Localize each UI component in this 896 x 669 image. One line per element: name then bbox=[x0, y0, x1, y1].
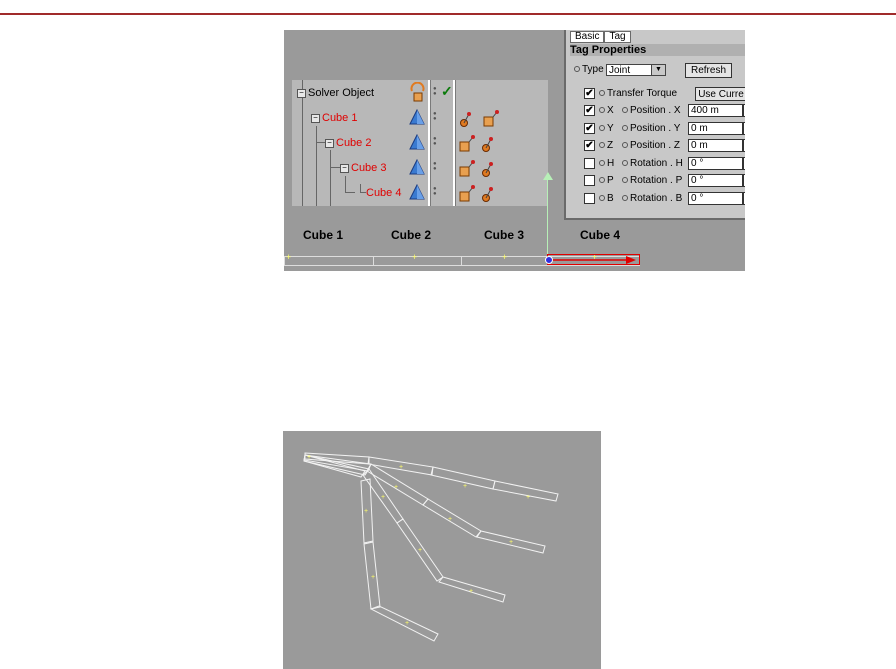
axis-checkbox-y[interactable]: ✔ bbox=[585, 122, 594, 134]
keyframe-radio-icon[interactable] bbox=[599, 107, 605, 113]
axis-checkbox-p[interactable] bbox=[584, 175, 595, 186]
polygon-object-icon bbox=[408, 184, 426, 202]
x-axis-handle[interactable] bbox=[544, 254, 644, 266]
keyframe-radio-icon[interactable] bbox=[622, 107, 628, 113]
keyframe-radio-icon[interactable] bbox=[599, 125, 605, 131]
svg-text:+: + bbox=[405, 620, 410, 627]
attribute-tabs bbox=[570, 30, 631, 42]
visibility-dots-icon[interactable]: ● ● bbox=[433, 86, 437, 97]
keyframe-radio-icon[interactable] bbox=[599, 142, 605, 148]
joint-tags-icon[interactable] bbox=[458, 184, 502, 204]
value-stepper[interactable] bbox=[743, 104, 745, 117]
tree-line bbox=[330, 167, 340, 168]
svg-text:+: + bbox=[364, 508, 369, 515]
parameter-name: Position . Y bbox=[630, 122, 681, 134]
axis-checkbox-x[interactable]: ✔ bbox=[585, 105, 594, 116]
value-stepper[interactable] bbox=[743, 192, 745, 205]
parameter-name: Rotation . P bbox=[630, 175, 683, 186]
tab-tag[interactable]: Tag bbox=[604, 31, 630, 43]
chevron-down-icon[interactable]: ▼ bbox=[651, 65, 665, 75]
axis-checkbox-h[interactable] bbox=[584, 158, 595, 169]
bent-chains-wireframe bbox=[283, 431, 601, 669]
collapse-icon[interactable]: − bbox=[325, 139, 334, 148]
parameter-label bbox=[620, 158, 683, 169]
type-select-value: Joint bbox=[609, 65, 631, 76]
parameter-label bbox=[620, 175, 682, 186]
transfer-torque-checkbox[interactable]: ✔ bbox=[585, 88, 594, 99]
segment-divider bbox=[284, 256, 285, 266]
svg-text:+: + bbox=[469, 588, 474, 595]
pivot-marker-icon: + bbox=[412, 252, 418, 262]
ik-result-viewport bbox=[283, 431, 601, 669]
tree-item-cube-4[interactable] bbox=[366, 184, 401, 202]
object-manager bbox=[292, 80, 548, 206]
refresh-button[interactable]: Refresh bbox=[685, 63, 732, 78]
collapse-icon[interactable]: − bbox=[340, 164, 349, 173]
keyframe-radio-icon[interactable] bbox=[622, 177, 628, 183]
y-axis-handle[interactable] bbox=[547, 176, 548, 260]
tree-line bbox=[345, 192, 355, 193]
keyframe-radio-icon[interactable] bbox=[599, 195, 605, 201]
visibility-dots-icon[interactable]: ● ● bbox=[433, 111, 437, 122]
axis-label bbox=[597, 123, 614, 134]
pivot-marker-icon: + bbox=[502, 252, 508, 262]
keyframe-radio-icon[interactable] bbox=[599, 160, 605, 166]
axis-label bbox=[597, 158, 614, 169]
axis-label bbox=[597, 140, 613, 151]
keyframe-radio-icon[interactable] bbox=[622, 195, 628, 201]
visibility-dots-icon[interactable]: ● ● bbox=[433, 186, 437, 197]
editor-screenshot bbox=[284, 30, 745, 271]
keyframe-radio-icon[interactable] bbox=[622, 125, 628, 131]
parameter-value-field[interactable]: 0 ° bbox=[688, 157, 743, 170]
type-row bbox=[572, 64, 604, 75]
tree-line bbox=[345, 176, 346, 192]
svg-text:+: + bbox=[394, 484, 399, 491]
parameter-label bbox=[620, 193, 682, 204]
parameter-value-field[interactable]: 400 m bbox=[688, 104, 743, 117]
parameter-value-field[interactable]: 0 m bbox=[688, 139, 743, 152]
page-header-rule bbox=[0, 13, 896, 15]
collapse-icon[interactable]: − bbox=[311, 114, 320, 123]
parameter-value-field[interactable]: 0 m bbox=[688, 122, 743, 135]
svg-text:+: + bbox=[371, 574, 376, 581]
axis-letter: B bbox=[607, 192, 614, 204]
parameter-name: Rotation . B bbox=[630, 192, 683, 204]
value-stepper[interactable] bbox=[743, 139, 745, 152]
svg-text:+: + bbox=[381, 494, 386, 501]
tree-item-label: Cube 3 bbox=[351, 162, 387, 174]
parameter-name: Position . Z bbox=[630, 140, 681, 151]
svg-text:+: + bbox=[526, 494, 531, 501]
solver-object-icon bbox=[408, 82, 428, 104]
parameter-label bbox=[620, 140, 680, 151]
tree-item-cube-1[interactable] bbox=[311, 109, 357, 127]
enabled-check-icon[interactable]: ✓ bbox=[441, 83, 453, 99]
joint-tags-icon[interactable] bbox=[458, 134, 502, 154]
tree-item-cube-3[interactable] bbox=[340, 159, 386, 177]
tree-item-solver-object[interactable] bbox=[297, 84, 374, 102]
axis-letter: H bbox=[607, 157, 615, 169]
viewport-label-cube-1: Cube 1 bbox=[303, 228, 344, 242]
tree-item-label: Cube 4 bbox=[366, 187, 402, 199]
tree-item-label: Solver Object bbox=[308, 87, 375, 99]
keyframe-radio-icon[interactable] bbox=[599, 177, 605, 183]
tree-line bbox=[360, 184, 361, 192]
axis-label bbox=[597, 175, 614, 186]
value-stepper[interactable] bbox=[743, 157, 745, 170]
polygon-object-icon bbox=[408, 109, 426, 127]
svg-text:+: + bbox=[399, 464, 404, 471]
use-current-button[interactable]: Use Curre bbox=[695, 87, 745, 101]
transfer-torque-label bbox=[597, 88, 677, 99]
column-separator bbox=[428, 80, 431, 206]
parameter-label bbox=[620, 105, 681, 116]
axis-checkbox-b[interactable] bbox=[584, 193, 595, 204]
viewport-label-cube-2: Cube 2 bbox=[391, 228, 432, 242]
keyframe-radio-icon[interactable] bbox=[622, 142, 628, 148]
parameter-name: Position . X bbox=[630, 105, 681, 116]
tree-line bbox=[330, 150, 331, 206]
tree-line bbox=[316, 126, 317, 206]
tab-basic[interactable]: Basic bbox=[570, 31, 604, 43]
type-select[interactable] bbox=[606, 64, 666, 76]
tree-item-cube-2[interactable] bbox=[325, 134, 371, 152]
parameter-value-field[interactable]: 0 ° bbox=[688, 192, 743, 205]
attribute-manager bbox=[564, 30, 745, 220]
axis-letter: X bbox=[607, 105, 614, 116]
joint-tags-icon[interactable] bbox=[458, 159, 502, 179]
value-stepper[interactable] bbox=[743, 122, 745, 135]
polygon-object-icon bbox=[408, 134, 426, 152]
axis-letter: P bbox=[607, 175, 614, 186]
column-separator bbox=[453, 80, 456, 206]
pivot-marker-icon: + bbox=[592, 252, 598, 262]
segment-divider bbox=[461, 256, 462, 266]
svg-text:+: + bbox=[463, 483, 468, 490]
axis-label bbox=[597, 193, 614, 204]
svg-text:+: + bbox=[307, 454, 312, 461]
viewport-label-cube-3: Cube 3 bbox=[484, 228, 525, 242]
parameter-label bbox=[620, 123, 680, 134]
x-axis-arrow-icon bbox=[626, 256, 636, 264]
parameter-value-field[interactable]: 0 ° bbox=[688, 174, 743, 187]
polygon-object-icon bbox=[408, 159, 426, 177]
joint-tags-icon[interactable] bbox=[458, 109, 502, 129]
svg-text:+: + bbox=[509, 539, 514, 546]
tree-item-label: Cube 2 bbox=[336, 137, 372, 149]
svg-text:+: + bbox=[418, 547, 423, 554]
keyframe-radio-icon[interactable] bbox=[599, 90, 605, 96]
visibility-dots-icon[interactable]: ● ● bbox=[433, 161, 437, 172]
axis-label bbox=[597, 105, 614, 116]
tree-item-label: Cube 1 bbox=[322, 112, 358, 124]
parameter-name: Rotation . H bbox=[630, 157, 683, 169]
transfer-torque-text: Transfer Torque bbox=[607, 88, 678, 99]
section-title: Tag Properties bbox=[570, 44, 745, 56]
collapse-icon[interactable]: − bbox=[297, 89, 306, 98]
pivot-marker-icon: + bbox=[286, 252, 292, 262]
y-axis-arrow-icon[interactable] bbox=[543, 172, 553, 180]
origin-icon bbox=[546, 257, 553, 264]
segment-divider bbox=[373, 256, 374, 266]
type-label: Type bbox=[582, 64, 604, 75]
visibility-dots-icon[interactable]: ● ● bbox=[433, 136, 437, 147]
axis-checkbox-z[interactable]: ✔ bbox=[585, 140, 594, 151]
svg-text:+: + bbox=[448, 516, 453, 523]
value-stepper[interactable] bbox=[743, 174, 745, 187]
keyframe-radio-icon[interactable] bbox=[622, 160, 628, 166]
axis-letter: Z bbox=[607, 140, 614, 151]
axis-letter: Y bbox=[607, 122, 614, 134]
keyframe-radio-icon[interactable] bbox=[574, 66, 580, 72]
viewport-label-cube-4: Cube 4 bbox=[580, 228, 621, 242]
